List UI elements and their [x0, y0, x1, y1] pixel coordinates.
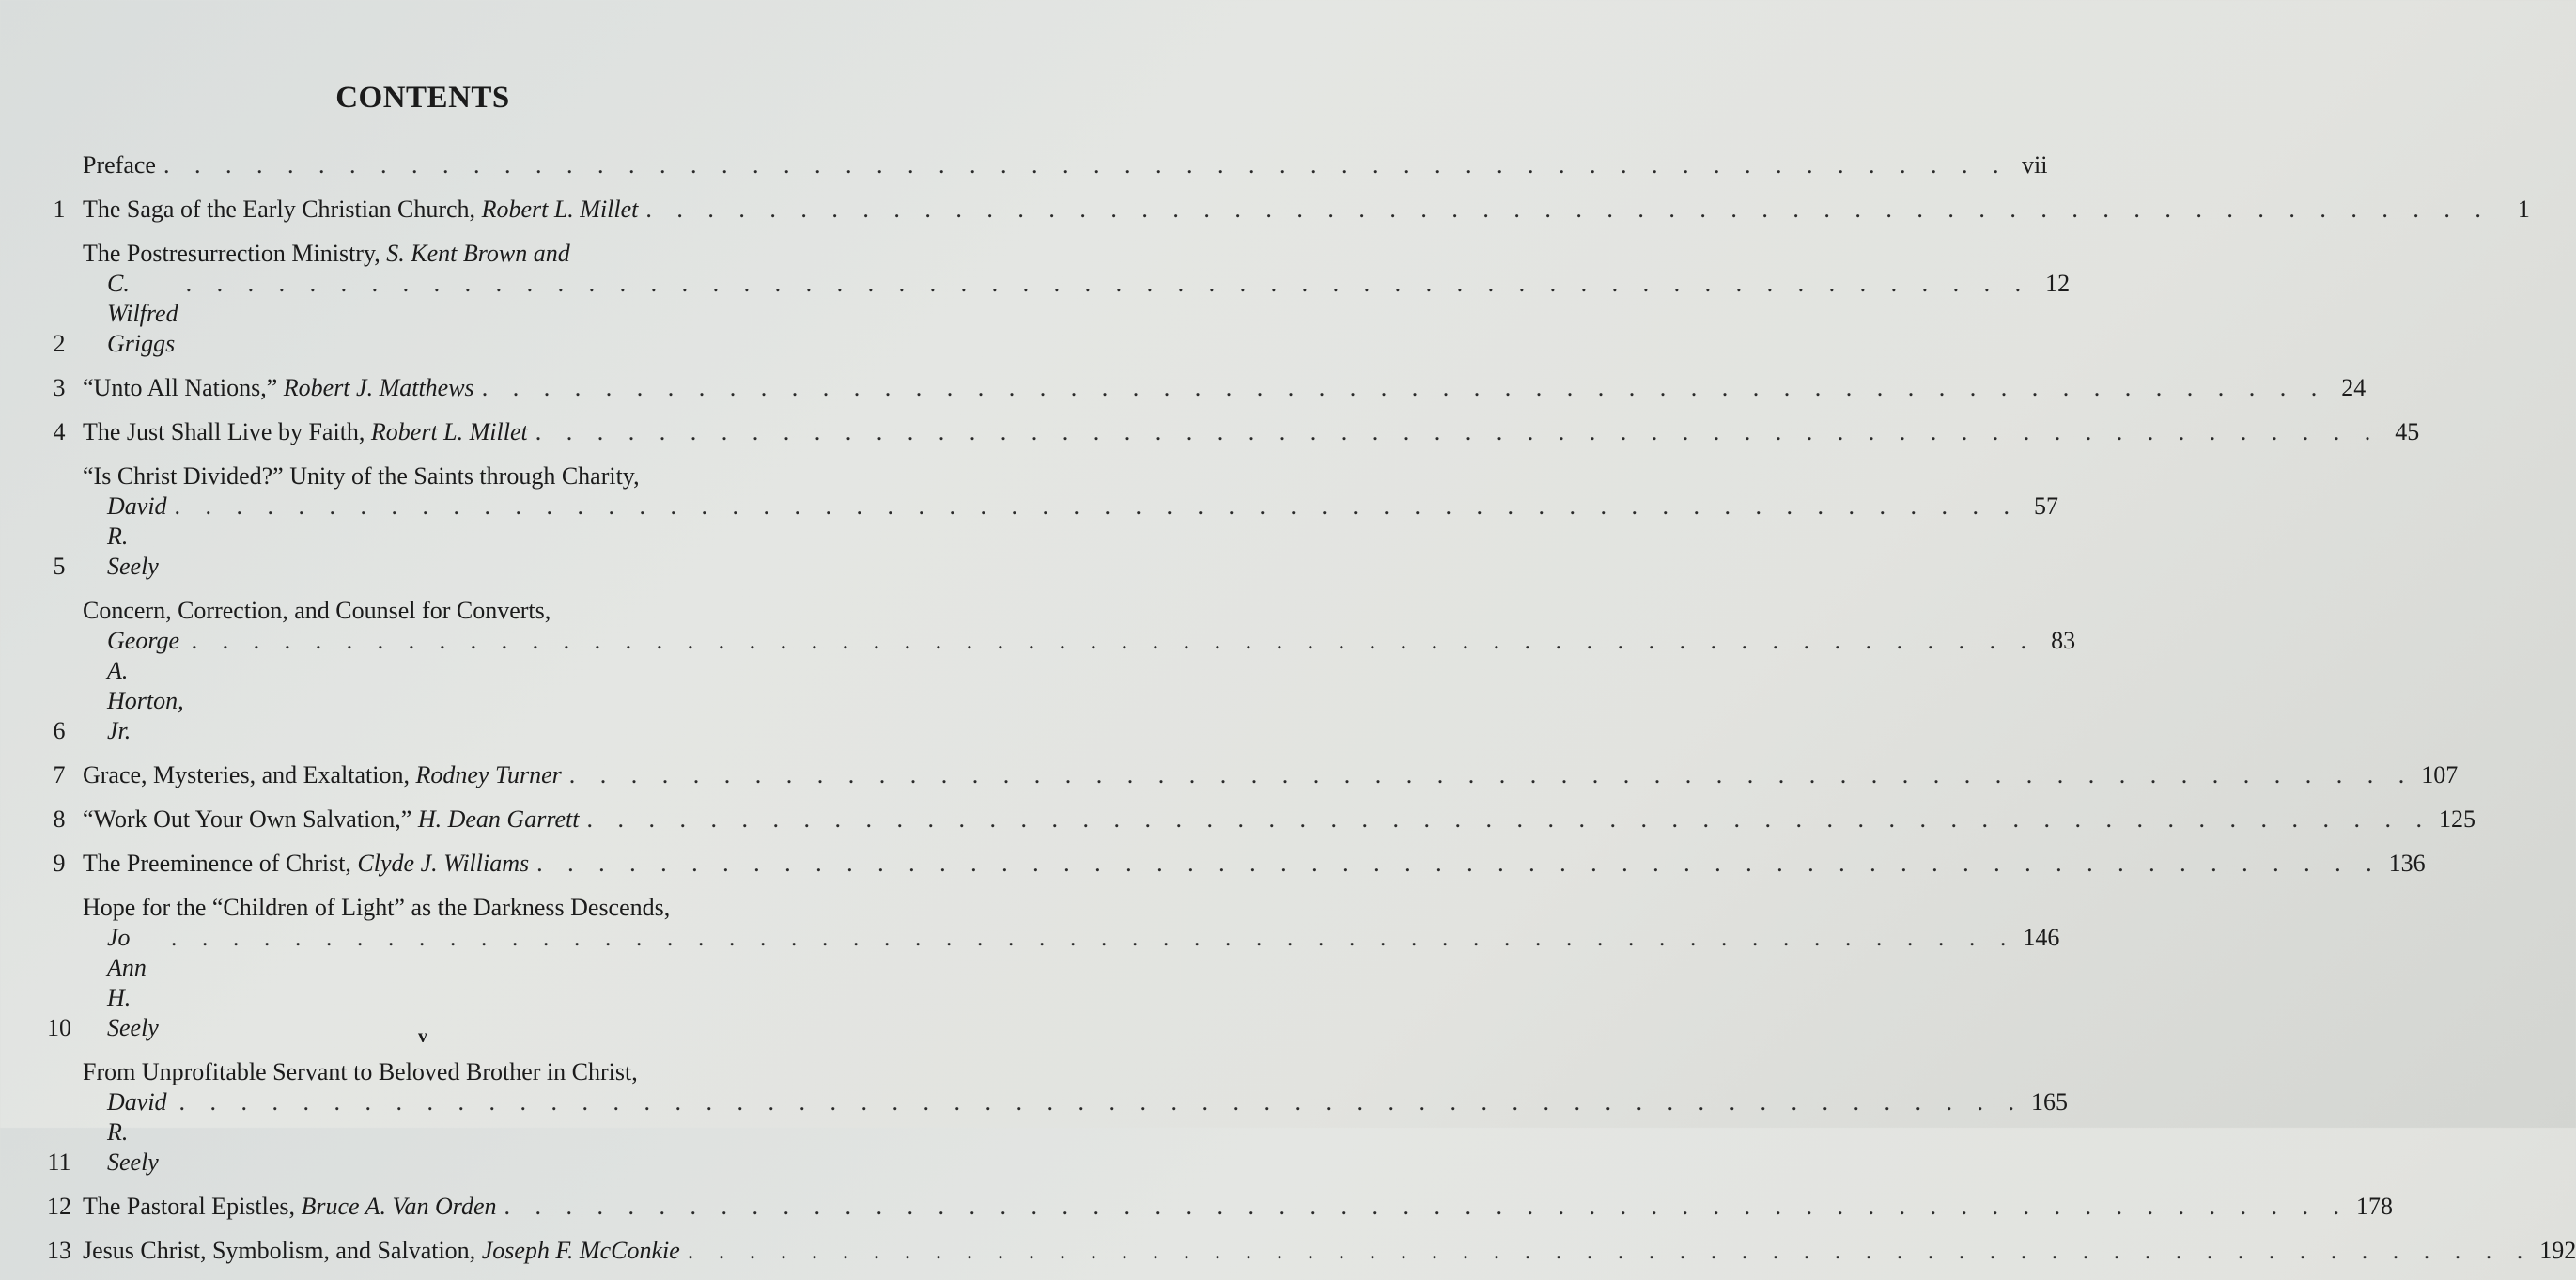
toc-entry-text	[83, 760, 2458, 790]
toc-entry-text	[83, 1057, 2069, 1178]
chapter-number: 2	[53, 330, 66, 357]
chapter-author: C. Wilfred Griggs	[107, 270, 178, 357]
chapter-author: Robert L. Millet	[481, 195, 639, 223]
dot-leader: . . . . . . . . . . . . . . . . . . . . . . . . . . . . . . . . . . . . . . . . . . . . . . . . . . . . . . . . . . . .	[481, 374, 2327, 401]
chapter-author: Robert J. Matthews	[283, 374, 474, 401]
page-reference: 125	[2438, 805, 2475, 833]
toc-entry	[36, 150, 2048, 180]
toc-entry-text	[83, 239, 2070, 359]
chapter-title: The Saga of the Early Christian Church,	[83, 195, 476, 223]
chapter-author: David R. Seely	[107, 1088, 167, 1176]
toc-entry	[36, 804, 2475, 835]
toc-entry	[36, 417, 2420, 447]
chapter-author: H. Dean Garrett	[417, 805, 580, 833]
page-number: v	[418, 1026, 427, 1047]
dot-leader: . . . . . . . . . . . . . . . . . . . . . . . . . . . . . . . . . . . . . . . . . . . . . . . . . . . . . . . . . . . .	[586, 805, 2431, 833]
toc-entry-text	[83, 195, 2530, 225]
dot-leader: . . . . . . . . . . . . . . . . . . . . . . . . . . . . . . . . . . . . . . . . . . . . . . . . . . . . . . . . . . . .	[174, 492, 2020, 520]
chapter-author: David R. Seely	[107, 492, 167, 580]
chapter-number: 5	[53, 553, 66, 580]
toc-entry	[36, 461, 2059, 582]
chapter-title: “Work Out Your Own Salvation,”	[83, 805, 412, 833]
dot-leader: . . . . . . . . . . . . . . . . . . . . . . . . . . . . . . . . . . . . . . . . . . . . . . . . . . . . . . . . . . . .	[191, 627, 2037, 654]
dot-leader: . . . . . . . . . . . . . . . . . . . . . . . . . . . . . . . . . . . . . . . . . . . . . . . . . . . . . . . . . . . .	[185, 270, 2031, 297]
dot-leader: . . . . . . . . . . . . . . . . . . . . . . . . . . . . . . . . . . . . . . . . . . . . . . . . . . . . . . . . . . . .	[504, 1193, 2349, 1220]
chapter-title: Hope for the “Children of Light” as the Darkness Descends,	[83, 894, 671, 921]
toc-entry	[36, 1057, 2069, 1178]
toc-entry	[36, 1192, 2393, 1222]
toc-entry-text	[83, 417, 2419, 447]
chapter-number: 4	[53, 418, 66, 445]
chapter-title: “Unto All Nations,”	[83, 374, 278, 401]
toc-entry	[36, 596, 2076, 746]
chapter-title: The Just Shall Live by Faith,	[83, 418, 365, 445]
chapter-title: Grace, Mysteries, and Exaltation,	[83, 761, 410, 788]
chapter-title: The Postresurrection Ministry,	[83, 240, 380, 267]
toc-entry	[36, 849, 2426, 879]
page-reference: 107	[2421, 761, 2459, 788]
chapter-title: Jesus Christ, Symbolism, and Salvation,	[83, 1237, 476, 1264]
dot-leader: . . . . . . . . . . . . . . . . . . . . . . . . . . . . . . . . . . . . . . . . . . . . . . . . . . . . . . . . . . . .	[170, 924, 2016, 951]
toc-entry-text	[83, 150, 2047, 180]
dot-leader: . . . . . . . . . . . . . . . . . . . . . . . . . . . . . . . . . . . . . . . . . . . . . . . . . . . . . . . . . . . .	[536, 850, 2382, 877]
toc-entry-text	[83, 804, 2475, 835]
chapter-author: S. Kent Brown and	[386, 240, 570, 267]
dot-leader: . . . . . . . . . . . . . . . . . . . . . . . . . . . . . . . . . . . . . . . . . . . . . . . . . . . . . . . . . . . .	[178, 1088, 2025, 1116]
page-reference: 165	[2031, 1088, 2069, 1116]
chapter-title: The Preeminence of Christ,	[83, 850, 351, 877]
chapter-number: 9	[53, 850, 66, 877]
chapter-number: 3	[53, 374, 66, 401]
chapter-author: Joseph F. McConkie	[481, 1237, 680, 1264]
page-reference: 178	[2355, 1193, 2393, 1220]
toc-entry-text	[83, 373, 2366, 403]
toc-entry-text	[83, 849, 2426, 879]
page-reference: vii	[2021, 151, 2048, 179]
toc-entry	[36, 893, 2060, 1043]
toc-entry	[36, 1236, 2576, 1266]
toc-entry	[36, 195, 2530, 225]
chapter-author: Jo Ann H. Seely	[107, 924, 159, 1041]
chapter-author: George A. Horton, Jr.	[107, 627, 184, 744]
page-reference: 45	[2395, 418, 2420, 445]
toc-entry	[36, 239, 2071, 359]
page-reference: 83	[2051, 627, 2076, 654]
toc-entry	[36, 373, 2367, 403]
page-reference: 136	[2388, 850, 2426, 877]
chapter-number: 12	[47, 1193, 71, 1220]
chapter-title: Concern, Correction, and Counsel for Converts,	[83, 597, 551, 624]
chapter-author: Rodney Turner	[415, 761, 562, 788]
page-reference: 146	[2023, 924, 2060, 951]
chapter-title: “Is Christ Divided?” Unity of the Saints through Charity,	[83, 462, 640, 490]
dot-leader: . . . . . . . . . . . . . . . . . . . . . . . . . . . . . . . . . . . . . . . . . . . . . . . . . . . . . . . . . . . .	[568, 761, 2414, 788]
toc-entry-text	[83, 461, 2058, 582]
chapter-number: 11	[47, 1148, 71, 1176]
page-title: CONTENTS	[335, 81, 510, 115]
table-of-contents	[36, 150, 2576, 1280]
dot-leader: . . . . . . . . . . . . . . . . . . . . . . . . . . . . . . . . . . . . . . . . . . . . . . . . . . . . . . . . . . . .	[687, 1237, 2533, 1264]
chapter-author: Bruce A. Van Orden	[301, 1193, 497, 1220]
chapter-number: 13	[47, 1237, 71, 1264]
toc-entry	[36, 760, 2459, 790]
chapter-number: 10	[47, 1014, 71, 1041]
dot-leader: . . . . . . . . . . . . . . . . . . . . . . . . . . . . . . . . . . . . . . . . . . . . . . . . . . . . . . . . . . . .	[645, 195, 2491, 223]
toc-entry-text	[83, 1192, 2393, 1222]
dot-leader: . . . . . . . . . . . . . . . . . . . . . . . . . . . . . . . . . . . . . . . . . . . . . . . . . . . . . . . . . . . .	[535, 418, 2381, 445]
chapter-number: 7	[53, 761, 66, 788]
chapter-number: 8	[53, 805, 66, 833]
page-reference: 12	[2045, 270, 2071, 297]
page-reference: 1	[2517, 195, 2530, 223]
chapter-author: Robert L. Millet	[370, 418, 528, 445]
page-reference: 24	[2341, 374, 2367, 401]
chapter-title: Preface	[83, 151, 156, 179]
chapter-title: From Unprofitable Servant to Beloved Brother in Christ,	[83, 1058, 638, 1085]
chapter-number: 1	[53, 195, 66, 223]
page-reference: 192	[2539, 1237, 2576, 1264]
toc-entry-text	[83, 596, 2075, 746]
toc-entry-text	[83, 893, 2060, 1043]
toc-entry-text	[83, 1236, 2576, 1266]
dot-leader: . . . . . . . . . . . . . . . . . . . . . . . . . . . . . . . . . . . . . . . . . . . . . . . . . . . . . . . . . . . .	[163, 151, 2009, 179]
chapter-number: 6	[53, 717, 66, 744]
chapter-author: Clyde J. Williams	[357, 850, 530, 877]
chapter-title: The Pastoral Epistles,	[83, 1193, 296, 1220]
page-reference: 57	[2034, 492, 2059, 520]
